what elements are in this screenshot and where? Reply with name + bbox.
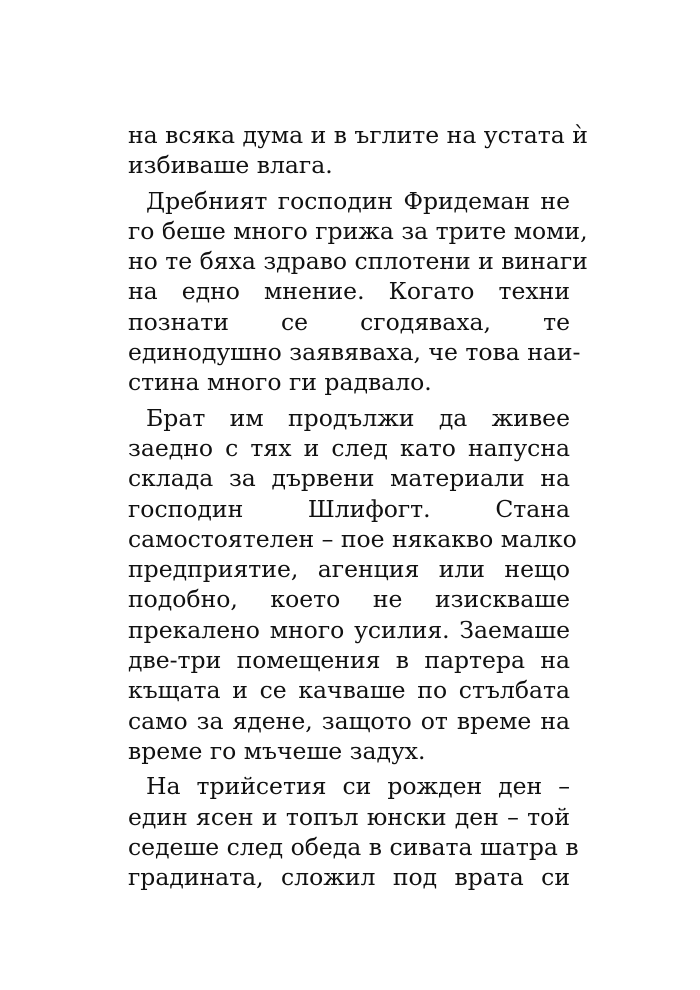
text-line: склада за дървени материали на	[128, 464, 570, 493]
paragraph	[128, 186, 588, 398]
paragraph	[128, 120, 588, 181]
text-line: къщата и се качваше по стълбата	[128, 676, 570, 705]
text-line: две-три помещения в партера на	[128, 646, 570, 675]
text-line: подобно, което не изискваше	[128, 585, 570, 614]
text-line: само за ядене, защото от време на	[128, 706, 570, 735]
paragraph	[128, 403, 577, 767]
text-line: на всяка дума и в ъглите на устата ѝ	[128, 121, 588, 149]
text-line: седеше след обеда в сивата шатра в	[128, 832, 579, 861]
text-line: на едно мнение. Когато техни	[128, 277, 570, 306]
text-line: градината, сложил под врата си	[128, 863, 570, 892]
text-line: познати се сгодяваха, те	[128, 307, 570, 336]
text-line: един ясен и топъл юнски ден – той	[128, 802, 570, 831]
text-line: време го мъчеше задух.	[128, 736, 426, 765]
text-line: стина много ги радвало.	[128, 368, 432, 397]
text-line: Брат им продължи да живее	[146, 403, 570, 432]
text-line: Дребният господин Фридеман не	[146, 186, 570, 215]
text-line: прекалено много усилия. Заемаше	[128, 615, 570, 644]
text-line: господин Шлифогт. Стана	[128, 494, 570, 523]
text-line: избиваше влага.	[128, 151, 333, 180]
text-line: самостоятелен – пое някакво малко	[128, 524, 577, 553]
book-page	[128, 120, 588, 892]
text-line: заедно с тях и след като напусна	[128, 433, 570, 462]
text-line: предприятие, агенция или нещо	[128, 555, 570, 584]
text-line: го беше много грижа за трите моми,	[128, 216, 588, 245]
paragraph	[128, 771, 579, 892]
text-line: единодушно заявяваха, че това наи-	[128, 338, 581, 367]
text-line: но те бяха здраво сплотени и винаги	[128, 247, 588, 276]
text-line: На трийсетия си рожден ден –	[146, 772, 570, 801]
